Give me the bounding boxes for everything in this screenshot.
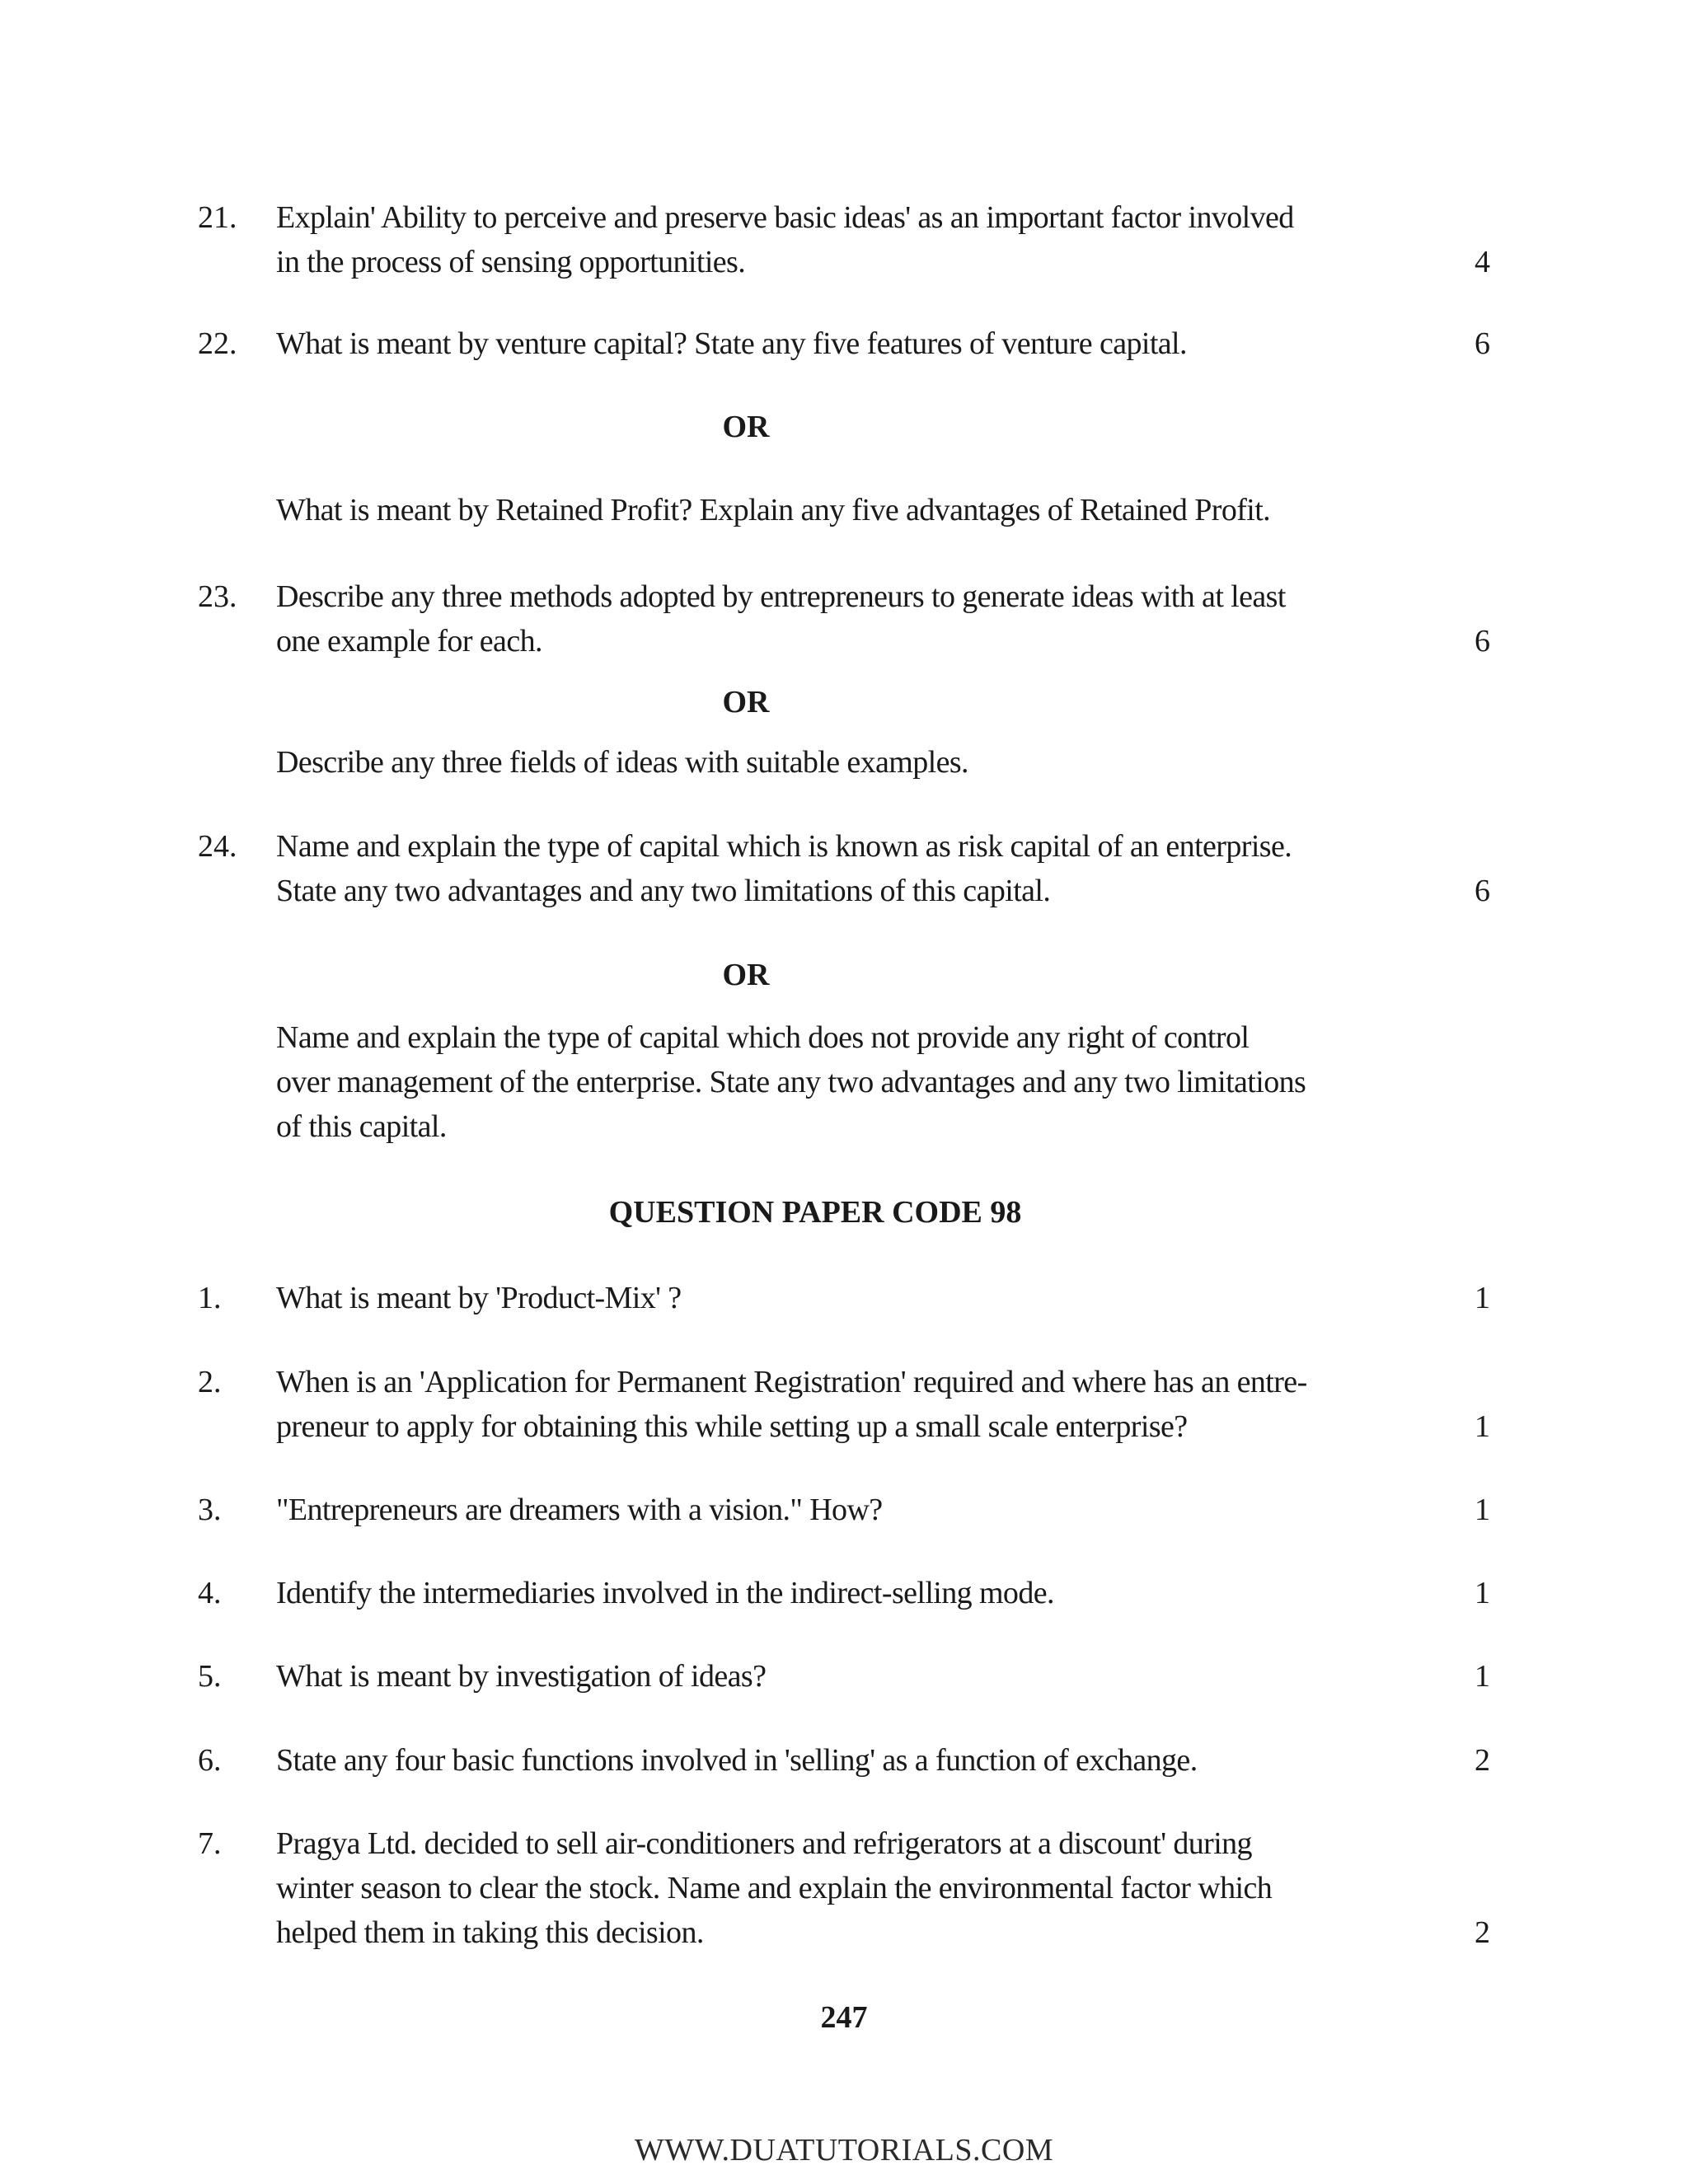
question-line: helped them in taking this decision. — [276, 1915, 704, 1950]
question-number: 1. — [198, 1281, 222, 1315]
alternative-question-text — [276, 1015, 1306, 1149]
section-heading: QUESTION PAPER CODE 98 — [608, 1195, 1022, 1230]
question-line: "Entrepreneurs are dreamers with a vision." How? — [276, 1493, 883, 1527]
question-number: 5. — [198, 1659, 222, 1694]
question-marks: 2 — [1475, 1915, 1490, 1950]
question-text — [276, 574, 1331, 663]
question-text — [276, 195, 1331, 284]
question-number: 2. — [198, 1365, 222, 1399]
question-line: Describe any three fields of ideas with suitable examples. — [276, 745, 968, 780]
question-line: Name and explain the type of capital which is known as risk capital of an enterprise. — [276, 829, 1292, 864]
question-text — [276, 824, 1331, 913]
question-marks: 1 — [1475, 1281, 1490, 1315]
question-line: What is meant by 'Product-Mix' ? — [276, 1281, 682, 1315]
question-marks: 6 — [1475, 326, 1490, 361]
question-marks: 1 — [1475, 1576, 1490, 1610]
alternative-question-text — [276, 740, 968, 785]
question-number: 23. — [198, 579, 237, 614]
question-marks: 2 — [1475, 1743, 1490, 1778]
question-line: Describe any three methods adopted by entrepreneurs to generate ideas with at least — [276, 579, 1286, 614]
or-separator: OR — [722, 685, 770, 719]
question-line: over management of the enterprise. State any two advantages and any two limitations — [276, 1065, 1306, 1099]
question-marks: 6 — [1475, 874, 1490, 908]
question-number: 4. — [198, 1576, 222, 1610]
question-line: What is meant by investigation of ideas? — [276, 1659, 767, 1694]
question-line: in the process of sensing opportunities. — [276, 245, 746, 279]
question-text — [276, 1738, 1331, 1783]
question-line: When is an 'Application for Permanent Registration' required and where has an entre- — [276, 1365, 1307, 1399]
question-line: Identify the intermediaries involved in the indirect-selling mode. — [276, 1576, 1054, 1610]
question-text — [276, 1488, 1331, 1532]
or-separator: OR — [722, 958, 770, 992]
question-text — [276, 321, 1331, 366]
question-line: Pragya Ltd. decided to sell air-conditioners and refrigerators at a discount' during — [276, 1826, 1252, 1861]
question-text — [276, 1360, 1331, 1449]
question-line: State any four basic functions involved in 'selling' as a function of exchange. — [276, 1743, 1198, 1778]
question-number: 6. — [198, 1743, 222, 1778]
alternative-question-text — [276, 488, 1270, 532]
question-number: 7. — [198, 1826, 222, 1861]
question-marks: 6 — [1475, 624, 1490, 658]
question-line: preneur to apply for obtaining this while setting up a small scale enterprise? — [276, 1409, 1188, 1444]
question-marks: 1 — [1475, 1659, 1490, 1694]
question-line: winter season to clear the stock. Name and explain the environmental factor which — [276, 1871, 1273, 1905]
question-line: Name and explain the type of capital which does not provide any right of control — [276, 1020, 1250, 1055]
question-line: What is meant by venture capital? State any five features of venture capital. — [276, 326, 1187, 361]
question-number: 21. — [198, 200, 237, 235]
question-line: What is meant by Retained Profit? Explain any five advantages of Retained Profit. — [276, 493, 1271, 527]
question-text — [276, 1571, 1331, 1615]
question-number: 3. — [198, 1493, 222, 1527]
page-number: 247 — [820, 2000, 868, 2035]
question-marks: 1 — [1475, 1493, 1490, 1527]
question-text — [276, 1821, 1331, 1955]
question-text — [276, 1654, 1331, 1699]
question-text — [276, 1276, 1331, 1320]
question-line: State any two advantages and any two limitations of this capital. — [276, 874, 1051, 908]
question-marks: 4 — [1475, 245, 1490, 279]
question-number: 22. — [198, 326, 237, 361]
question-line: Explain' Ability to perceive and preserve basic ideas' as an important factor involved — [276, 200, 1294, 235]
question-number: 24. — [198, 829, 237, 864]
question-line: of this capital. — [276, 1109, 447, 1144]
footer-url: WWW.DUATUTORIALS.COM — [634, 2133, 1054, 2168]
question-marks: 1 — [1475, 1409, 1490, 1444]
or-separator: OR — [722, 410, 770, 444]
question-line: one example for each. — [276, 624, 542, 658]
